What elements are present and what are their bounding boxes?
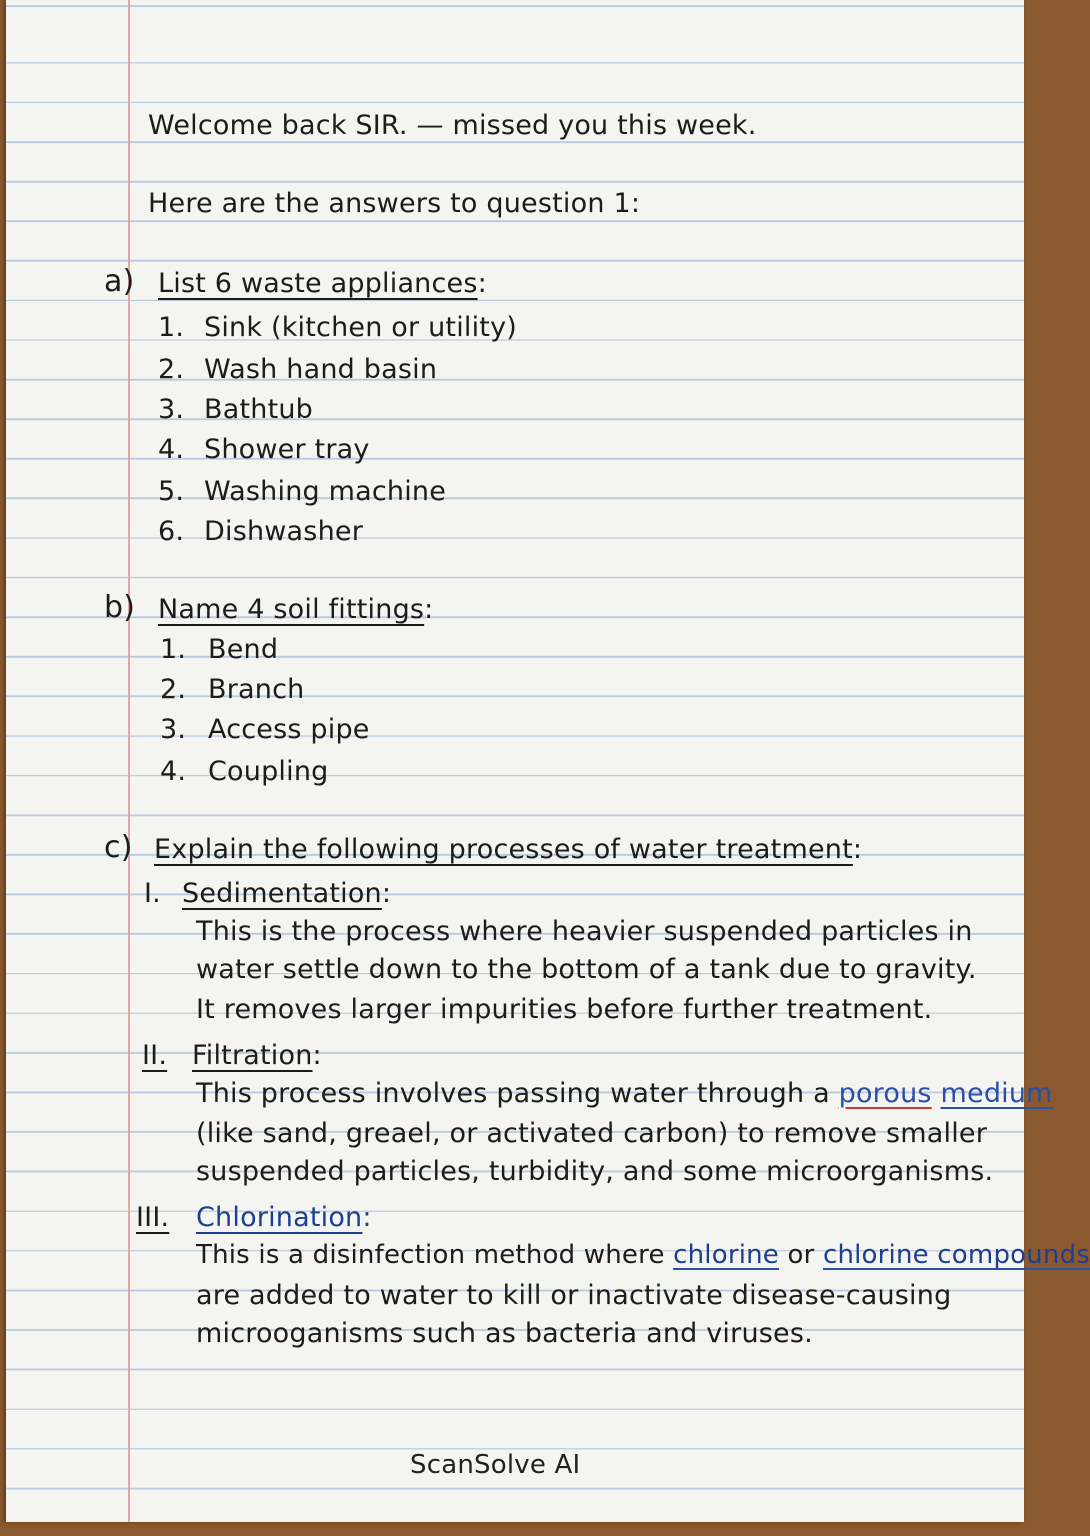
list-item: 3. (158, 394, 185, 425)
paragraph-line-with-terms (196, 1078, 1053, 1109)
section-numeral: III. (136, 1202, 170, 1233)
part-b-heading-colon: : (424, 594, 434, 625)
list-item: 2. (160, 674, 187, 705)
highlight-term-medium: medium (940, 1078, 1053, 1109)
list-item: 6. (158, 516, 185, 547)
list-item-text: Wash hand basin (204, 354, 438, 385)
section-title-chlorination (196, 1202, 372, 1233)
part-c-heading (154, 834, 862, 865)
section-numeral: I. (144, 878, 161, 909)
list-item: 5. (158, 476, 185, 507)
list-item: 1. (160, 634, 187, 665)
section-title-text: Sedimentation (182, 878, 382, 909)
paragraph-text: This is a disinfection method where (196, 1240, 665, 1270)
highlight-term-porous: porous (838, 1078, 932, 1109)
footer-watermark: ScanSolve AI (410, 1450, 581, 1480)
paragraph-line: are added to water to kill or inactivate disease-causing (196, 1280, 952, 1311)
section-title-colon: : (312, 1040, 322, 1071)
paragraph-line: This is the process where heavier suspended particles in (196, 916, 973, 947)
part-b-heading (158, 594, 433, 625)
notebook-page (6, 0, 1090, 1522)
paragraph-line: microoganisms such as bacteria and viruses. (196, 1318, 813, 1349)
highlight-term-chlorine: chlorine (673, 1240, 780, 1270)
list-item-text: Bend (208, 634, 279, 665)
list-item-text: Sink (kitchen or utility) (204, 312, 517, 343)
part-a-heading-text: List 6 waste appliances (158, 268, 478, 299)
section-title-colon: : (362, 1202, 372, 1233)
list-item-text: Access pipe (208, 714, 370, 745)
list-item-text: Shower tray (204, 434, 370, 465)
list-item-text: Bathtub (204, 394, 314, 425)
paragraph-text: or (787, 1240, 815, 1270)
part-b-label: b) (104, 590, 136, 625)
part-b-heading-text: Name 4 soil fittings (158, 594, 425, 625)
section-title-sedimentation (182, 878, 391, 909)
paragraph-text: This process involves passing water through a (196, 1078, 830, 1109)
greeting-line: Welcome back SIR. — missed you this week. (148, 110, 757, 141)
list-item-text: Coupling (208, 756, 329, 787)
section-title-filtration (192, 1040, 322, 1071)
paragraph-line: (like sand, greael, or activated carbon) to remove smaller (196, 1118, 988, 1149)
part-c-heading-colon: : (852, 834, 863, 865)
margin-line (128, 0, 130, 1522)
intro-line: Here are the answers to question 1: (148, 188, 641, 219)
part-a-label: a) (104, 264, 135, 299)
highlight-term-chlorine-compounds: chlorine compounds (822, 1240, 1090, 1270)
list-item: 1. (158, 312, 185, 343)
paragraph-line-with-terms (196, 1240, 1090, 1270)
part-a-heading-colon: : (477, 268, 487, 299)
paragraph-line: It removes larger impurities before further treatment. (196, 994, 933, 1025)
list-item: 2. (158, 354, 185, 385)
list-item-text: Branch (208, 674, 305, 705)
part-c-label: c) (104, 830, 133, 865)
list-item: 4. (160, 756, 187, 787)
part-a-heading (158, 268, 487, 299)
list-item-text: Dishwasher (204, 516, 363, 547)
list-item: 4. (158, 434, 185, 465)
paragraph-line: water settle down to the bottom of a tank due to gravity. (196, 954, 977, 985)
list-item-text: Washing machine (204, 476, 447, 507)
section-title-text: Chlorination (196, 1202, 363, 1233)
paragraph-line: suspended particles, turbidity, and some microorganisms. (196, 1156, 994, 1187)
part-c-heading-text: Explain the following processes of water treatment (154, 834, 853, 865)
section-title-colon: : (381, 878, 392, 909)
list-item: 3. (160, 714, 187, 745)
section-title-text: Filtration (192, 1040, 313, 1071)
section-numeral: II. (142, 1040, 168, 1071)
